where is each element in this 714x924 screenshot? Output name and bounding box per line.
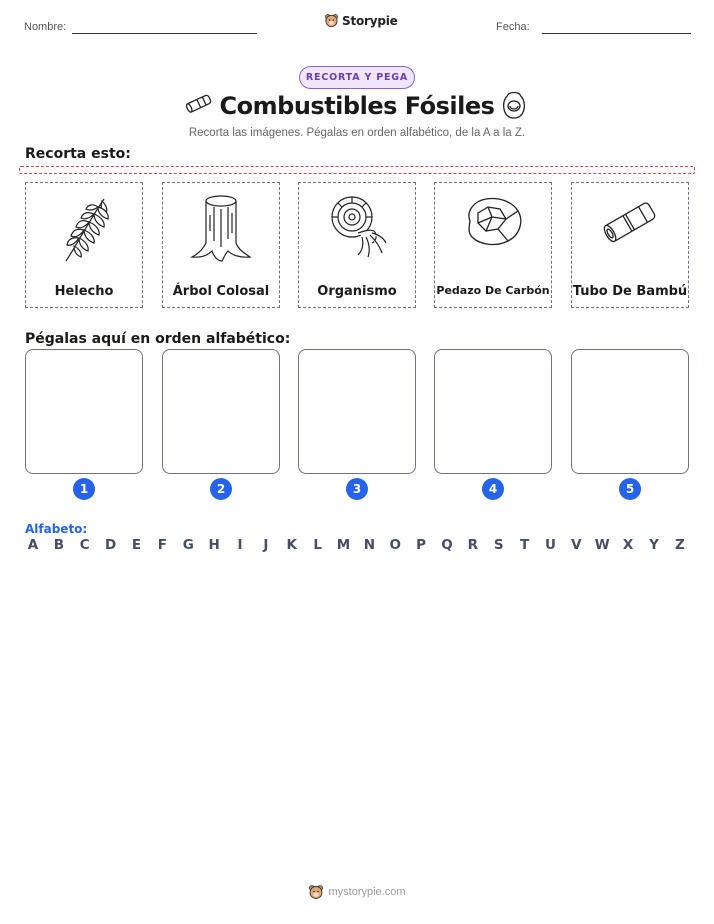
fern-icon: [54, 191, 114, 265]
paste-box-3[interactable]: [298, 349, 416, 474]
card-label-2: Árbol Colosal: [172, 284, 270, 299]
number-badge-4: 4: [482, 478, 504, 500]
bamboo-tube-icon: [597, 191, 663, 253]
date-line[interactable]: [542, 33, 691, 34]
alphabet-letter: V: [571, 537, 582, 553]
ammonite-icon: [324, 191, 390, 265]
oil-pot-icon: [500, 90, 528, 120]
paste-section-title: Pégalas aquí en orden alfabético:: [25, 331, 291, 347]
footer: [0, 884, 714, 900]
alphabet-letter: U: [545, 537, 556, 553]
cut-card-5[interactable]: [571, 182, 689, 308]
name-label: Nombre:: [24, 21, 67, 33]
alphabet-letter: O: [389, 537, 401, 553]
alphabet-letter: S: [493, 537, 504, 553]
page-title: Combustibles Fósiles: [219, 92, 495, 120]
paste-box-1[interactable]: [25, 349, 143, 474]
alphabet-letter: W: [594, 537, 610, 553]
card-label-3: Organismo: [317, 284, 397, 299]
card-label-4: Pedazo De Carbón: [436, 284, 550, 297]
brand-name: Storypie: [342, 13, 398, 28]
instructions: Recorta las imágenes. Pégalas en orden alfabético, de la A a la Z.: [188, 127, 526, 139]
paste-box-5[interactable]: [571, 349, 689, 474]
alphabet-letter: J: [263, 537, 269, 553]
cut-line: [19, 166, 695, 174]
activity-badge: RECORTA Y PEGA: [299, 66, 415, 89]
alphabet-letter: T: [520, 537, 530, 553]
alphabet-letter: R: [467, 537, 479, 553]
alphabet-letter: H: [208, 537, 220, 553]
paste-box-2[interactable]: [162, 349, 280, 474]
number-badge-3: 3: [346, 478, 368, 500]
alphabet-letter: D: [105, 537, 117, 553]
alphabet-letter: Y: [649, 537, 659, 553]
name-line[interactable]: [72, 33, 257, 34]
alphabet-letter: Q: [441, 537, 453, 553]
brand-logo: [324, 13, 398, 28]
cut-card-2[interactable]: [162, 182, 280, 308]
bear-mascot-icon: [308, 884, 324, 900]
alphabet-letter: A: [27, 537, 39, 553]
cut-card-4[interactable]: [434, 182, 552, 308]
alphabet-letter: P: [416, 537, 427, 553]
alphabet-letter: X: [622, 537, 634, 553]
alphabet-letter: M: [336, 537, 351, 553]
footer-url: mystorypie.com: [328, 886, 406, 898]
tree-stump-icon: [188, 191, 254, 265]
bear-mascot-icon: [324, 13, 339, 28]
card-label-5: Tubo De Bambú: [572, 284, 688, 299]
cut-card-1[interactable]: [25, 182, 143, 308]
paste-box-4[interactable]: [434, 349, 552, 474]
cut-section-title: Recorta esto:: [25, 146, 131, 162]
card-label-1: Helecho: [54, 284, 114, 299]
alphabet-letter: E: [131, 537, 142, 553]
alphabet-letter: K: [286, 537, 297, 553]
alphabet-letter: C: [79, 537, 90, 553]
date-label: Fecha:: [496, 21, 530, 33]
alphabet-letter: I: [237, 537, 243, 553]
alphabet-letter: Z: [674, 537, 685, 553]
number-badge-2: 2: [210, 478, 232, 500]
alphabet-letter: B: [53, 537, 65, 553]
number-badge-5: 5: [619, 478, 641, 500]
alphabet-row: [25, 537, 688, 553]
alphabet-letter: F: [157, 537, 167, 553]
alphabet-letter: L: [313, 537, 322, 553]
alphabet-letter: G: [182, 537, 194, 553]
cut-card-3[interactable]: [298, 182, 416, 308]
alphabet-title: Alfabeto:: [25, 522, 88, 536]
number-badge-1: 1: [73, 478, 95, 500]
coal-icon: [460, 191, 526, 253]
alphabet-letter: N: [363, 537, 376, 553]
